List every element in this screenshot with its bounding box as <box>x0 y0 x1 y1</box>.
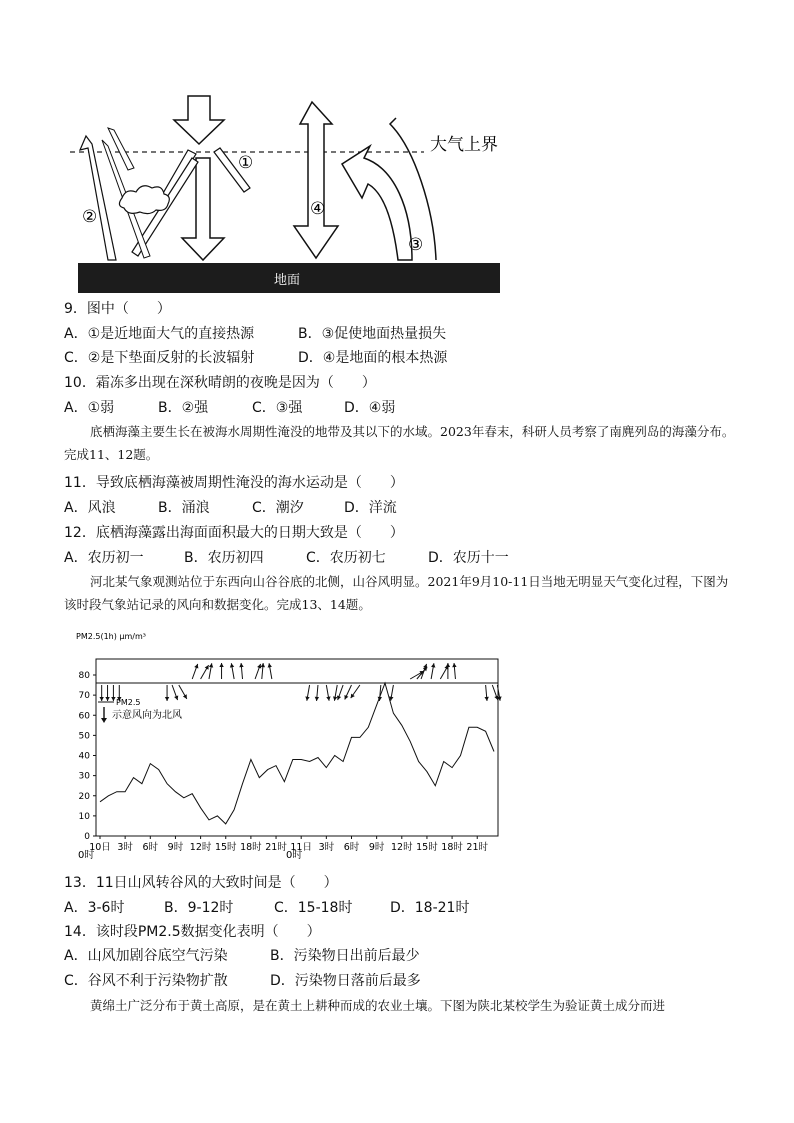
wind-arrow <box>484 685 488 701</box>
chart-axes <box>93 659 498 839</box>
q11-stem: 11．导致底栖海藻被周期性淹没的海水运动是（ ） <box>64 475 404 491</box>
day2-sub-label: 0时 <box>286 850 303 861</box>
x-tick-label: 11日 <box>290 842 312 853</box>
wind-arrow <box>201 665 209 679</box>
wind-arrow <box>344 685 351 700</box>
x-tick-label: 21时 <box>265 842 287 853</box>
q14-stem: 14．该时段PM2.5数据变化表明（ ） <box>64 924 321 940</box>
wind-arrow <box>452 663 456 679</box>
atmosphere-top-label: 大气上界 <box>430 135 498 155</box>
q10-option-c: C．③强 <box>252 400 303 416</box>
ground-label: 地面 <box>274 273 301 288</box>
wind-arrowhead <box>431 663 435 667</box>
y-tick-label: 0 <box>84 832 90 842</box>
wind-arrowhead <box>305 696 309 700</box>
y-tick-label: 80 <box>78 671 90 681</box>
wind-arrowhead <box>315 697 319 701</box>
label-circle-2: ② <box>82 207 98 227</box>
wind-arrowhead <box>230 663 234 667</box>
wind-arrowhead <box>268 663 272 667</box>
x-tick-label: 3时 <box>117 842 133 853</box>
q11-option-b: B．涌浪 <box>158 500 210 516</box>
wind-arrow <box>337 685 343 700</box>
x-tick-label: 6时 <box>142 842 159 853</box>
q13-stem: 13．11日山风转谷风的大致时间是（ ） <box>64 875 338 891</box>
q13-option-a: A．3-6时 <box>64 900 125 916</box>
x-tick-label: 12时 <box>189 842 212 853</box>
q11-option-a: A．风浪 <box>64 500 116 516</box>
pm25-line <box>100 683 494 824</box>
plot-frame <box>96 659 498 836</box>
q13-option-d: D．18-21时 <box>390 900 470 916</box>
y-tick-label: 20 <box>78 791 90 802</box>
wind-arrowhead <box>209 663 213 667</box>
wind-arrowhead <box>326 696 330 700</box>
q10-option-d: D．④弱 <box>344 400 396 416</box>
wind-arrow <box>261 663 265 679</box>
wind-arrow <box>333 685 337 701</box>
wind-arrow <box>440 665 448 679</box>
q9-option-b: B．③促使地面热量损失 <box>298 326 447 342</box>
q10-stem: 10．霜冻多出现在深秋晴朗的夜晚是因为（ ） <box>64 375 376 391</box>
arrow-3-curved <box>342 146 412 260</box>
q12-option-b: B．农历初四 <box>184 550 264 566</box>
x-tick-label: 10日 <box>89 842 111 853</box>
passage-valley-wind: 河北某气象观测站位于东西向山谷谷底的北侧，山谷风明显。2021年9月10-11日当地无明显天气变化过程，下图为该时段气象站记录的风向和数据变化。完成13、14题。 <box>64 574 729 612</box>
wind-arrowhead <box>165 697 169 701</box>
wind-arrowhead <box>351 694 355 699</box>
wind-arrow <box>209 663 213 679</box>
q12-option-c: C．农历初七 <box>306 550 386 566</box>
q10-option-a: A．①弱 <box>64 400 115 416</box>
legend-arrowhead <box>101 718 107 723</box>
wind-arrow <box>99 685 103 701</box>
wind-arrowhead <box>105 697 109 701</box>
x-tick-label: 9时 <box>167 842 184 853</box>
wind-arrowhead <box>239 663 243 667</box>
wind-arrows <box>99 663 501 701</box>
q14-option-a: A．山风加剧谷底空气污染 <box>64 948 228 964</box>
x-tick-label: 9时 <box>368 842 385 853</box>
y-tick-label: 30 <box>78 771 90 782</box>
y-tick-label: 60 <box>78 711 90 722</box>
wind-arrow <box>165 685 169 701</box>
wind-arrow <box>389 685 393 701</box>
x-tick-label: 12时 <box>390 842 413 853</box>
wind-arrow <box>239 663 243 679</box>
chart-ylabel: PM2.5(1h) μm/m³ <box>76 632 146 641</box>
wind-arrowhead <box>333 696 337 700</box>
wind-arrow <box>351 685 360 698</box>
x-tick-label: 15时 <box>416 842 438 853</box>
x-tick-label: 6时 <box>343 842 360 853</box>
passage-loess: 黄绵土广泛分布于黄土高原，是在黄土上耕种而成的农业土壤。下图为陕北某校学生为验证黄土成分而进 <box>90 998 666 1013</box>
wind-arrow <box>268 663 272 679</box>
q14-option-c: C．谷风不利于污染物扩散 <box>64 973 228 989</box>
wind-arrowhead <box>111 697 115 701</box>
q9-option-c: C．②是下垫面反射的长波辐射 <box>64 350 255 366</box>
wind-arrowhead <box>219 663 223 667</box>
wind-arrow <box>431 663 435 679</box>
day1-sub-label: 0时 <box>78 850 95 861</box>
q12-stem: 12．底栖海藻露出海面面积最大的日期大致是（ ） <box>64 525 404 541</box>
wind-arrowhead <box>261 663 265 667</box>
y-tick-label: 50 <box>78 731 90 742</box>
wind-arrow <box>179 685 187 699</box>
legend-north-wind: 示意风向为北风 <box>112 710 182 721</box>
q12-option-a: A．农历初一 <box>64 550 144 566</box>
q13-option-c: C．15-18时 <box>274 900 353 916</box>
y-tick-label: 10 <box>78 811 90 822</box>
wind-arrow <box>111 685 115 701</box>
q10-option-b: B．②强 <box>158 400 209 416</box>
legend-pm25: PM2.5 <box>116 698 141 707</box>
wind-arrowhead <box>484 697 488 701</box>
q14-option-b: B．污染物日出前后最少 <box>270 948 420 964</box>
wind-arrowhead <box>446 663 450 667</box>
y-tick-label: 70 <box>78 691 90 702</box>
x-tick-label: 21时 <box>466 842 489 853</box>
q9-option-a: A．①是近地面大气的直接热源 <box>64 326 255 342</box>
wind-arrowhead <box>99 697 103 701</box>
wind-arrow <box>446 663 450 679</box>
cloud-icon <box>119 186 169 214</box>
wind-arrow <box>105 685 109 701</box>
passage-seaweed: 底栖海藻主要生长在被海水周期性淹没的地带及其以下的水域。2023年春末，科研人员考察了南麂列岛的海藻分布。完成11、12题。 <box>64 424 735 462</box>
label-circle-4: ④ <box>310 199 326 219</box>
wind-arrow <box>315 685 319 701</box>
solar-incoming-arrow <box>174 96 224 144</box>
x-tick-label: 18时 <box>240 842 262 853</box>
x-tick-label: 3时 <box>318 842 335 853</box>
wind-arrow <box>219 663 223 679</box>
wind-arrow <box>192 664 198 679</box>
label-circle-1: ① <box>238 153 254 173</box>
q12-option-d: D．农历十一 <box>428 550 509 566</box>
y-tick-label: 40 <box>78 751 90 762</box>
pm25-wind-chart <box>64 625 514 865</box>
wind-arrowhead <box>452 663 456 667</box>
x-tick-label: 15时 <box>214 842 237 853</box>
wind-arrow <box>326 685 330 701</box>
arrow-4-double <box>294 102 338 258</box>
q11-option-c: C．潮汐 <box>252 500 304 516</box>
q14-option-d: D．污染物日落前后最多 <box>270 973 421 989</box>
x-tick-label: 18时 <box>441 842 463 853</box>
q11-option-d: D．洋流 <box>344 500 397 516</box>
label-circle-3: ③ <box>408 235 424 255</box>
wind-arrow <box>305 685 309 701</box>
chart-series <box>100 683 494 824</box>
q9-option-d: D．④是地面的根本热源 <box>298 350 448 366</box>
wind-arrow <box>255 664 261 679</box>
wind-arrow <box>172 685 178 700</box>
atmosphere-heat-diagram <box>64 88 514 293</box>
wind-arrow <box>230 663 234 679</box>
q13-option-b: B．9-12时 <box>164 900 234 916</box>
q9-stem: 9．图中（ ） <box>64 301 171 317</box>
